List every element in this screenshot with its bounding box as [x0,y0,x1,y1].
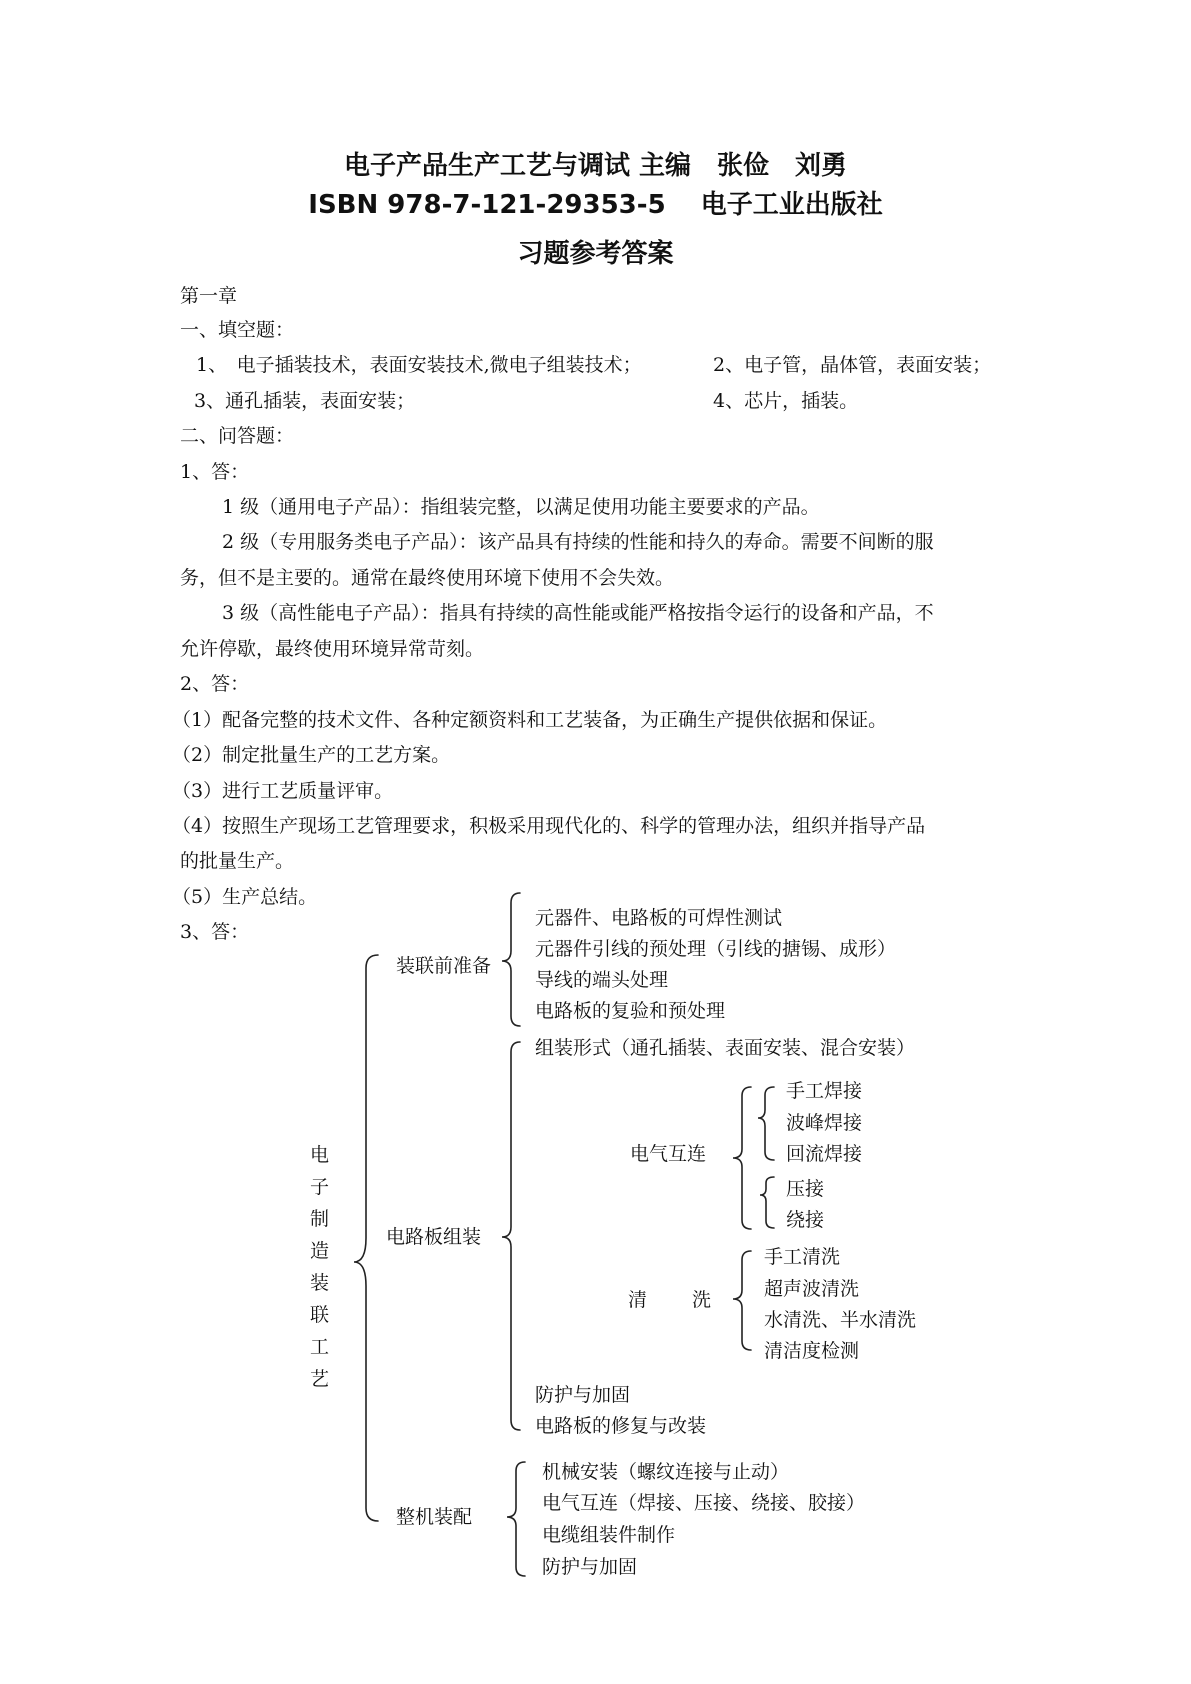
root-char-1: 电 [310,1144,330,1166]
cleaning-label-a: 清 [628,1289,648,1311]
branch3-item-1: 机械安装（螺纹连接与止动） [542,1461,790,1483]
q2-label: 2、答： [180,673,250,695]
cleaning-brace [733,1251,751,1350]
fill-item-1: 1、 电子插装技术，表面安装技术,微电子组装技术； [196,354,642,376]
interconnect-label: 电气互连 [630,1143,707,1165]
q2-item-5: （5）生产总结。 [172,886,318,908]
branch1-brace [502,893,520,1026]
clean-item-3: 水清洗、半水清洗 [764,1309,917,1331]
q2-item-4-cont: 的批量生产。 [180,850,295,872]
root-brace [354,955,378,1521]
branch1-item-4: 电路板的复验和预处理 [535,1000,726,1022]
root-char-7: 工 [310,1336,330,1358]
q1-para-3: 3 级（高性能电子产品）：指具有持续的高性能或能严格按指令运行的设备和产品，不 [222,602,934,624]
branch2-brace [502,1042,520,1430]
root-char-3: 制 [310,1208,330,1230]
solder-item-1: 手工焊接 [786,1080,863,1102]
chapter-heading: 第一章 [180,285,238,307]
branch2-protection: 防护与加固 [535,1384,631,1406]
q2-item-2: （2）制定批量生产的工艺方案。 [172,744,451,766]
branch3-item-3: 电缆组装件制作 [542,1524,676,1546]
root-char-5: 装 [310,1272,330,1294]
branch3-brace [507,1462,525,1576]
q1-label: 1、答： [180,461,250,483]
branch1-label: 装联前准备 [396,955,492,977]
q1-para-3-cont: 允许停歇，最终使用环境异常苛刻。 [180,638,485,660]
root-char-6: 联 [310,1304,330,1326]
branch2-label: 电路板组装 [386,1226,482,1248]
q1-para-2-cont: 务，但不是主要的。通常在最终使用环境下使用不会失效。 [180,567,675,589]
branch1-item-2: 元器件引线的预处理（引线的搪锡、成形） [535,938,897,960]
q2-item-1: （1）配备完整的技术文件、各种定额资料和工艺装备，为正确生产提供依据和保证。 [172,709,888,731]
branch2-assembly-form: 组装形式（通孔插装、表面安装、混合安装） [535,1037,916,1059]
fill-item-3: 3、通孔插装，表面安装； [194,390,416,412]
doc-title-line1: 电子产品生产工艺与调试 主编 张俭 刘勇 [343,151,848,181]
clean-item-2: 超声波清洗 [764,1278,860,1300]
root-char-2: 子 [310,1176,330,1198]
q2-item-4: （4）按照生产现场工艺管理要求，积极采用现代化的、科学的管理办法，组织并指导产品 [172,815,926,837]
doc-title-line2: ISBN 978-7-121-29353-5 电子工业出版社 [308,190,883,220]
q2-item-3: （3）进行工艺质量评审。 [172,780,394,802]
q1-para-1: 1 级（通用电子产品）：指组装完整，以满足使用功能主要要求的产品。 [222,496,820,518]
fill-item-2: 2、电子管，晶体管，表面安装； [713,354,992,376]
cleaning-label-b: 洗 [692,1289,712,1311]
press-item-1: 压接 [786,1178,825,1200]
soldering-brace [758,1087,774,1160]
q1-para-2: 2 级（专用服务类电子产品）：该产品具有持续的性能和持久的寿命。需要不间断的服 [222,531,934,553]
branch2-repair: 电路板的修复与改装 [535,1415,707,1437]
branch1-item-3: 导线的端头处理 [535,969,669,991]
q3-label: 3、答： [180,921,250,943]
pressing-brace [760,1177,774,1228]
press-item-2: 绕接 [786,1209,825,1231]
section1-heading: 一、填空题： [180,319,295,341]
branch1-item-1: 元器件、电路板的可焊性测试 [535,907,783,929]
fill-item-4: 4、芯片，插装。 [713,390,859,412]
clean-item-4: 清洁度检测 [764,1340,860,1362]
branch3-item-4: 防护与加固 [542,1556,638,1578]
branch3-label: 整机装配 [396,1506,473,1528]
section2-heading: 二、问答题： [180,425,295,447]
solder-item-2: 波峰焊接 [786,1112,863,1134]
solder-item-3: 回流焊接 [786,1143,863,1165]
doc-title-answers: 习题参考答案 [517,239,674,269]
clean-item-1: 手工清洗 [764,1246,841,1268]
branch3-item-2: 电气互连（焊接、压接、绕接、胶接） [542,1492,866,1514]
interconnect-brace [733,1087,751,1229]
root-char-4: 造 [310,1240,330,1262]
root-char-8: 艺 [310,1368,330,1390]
